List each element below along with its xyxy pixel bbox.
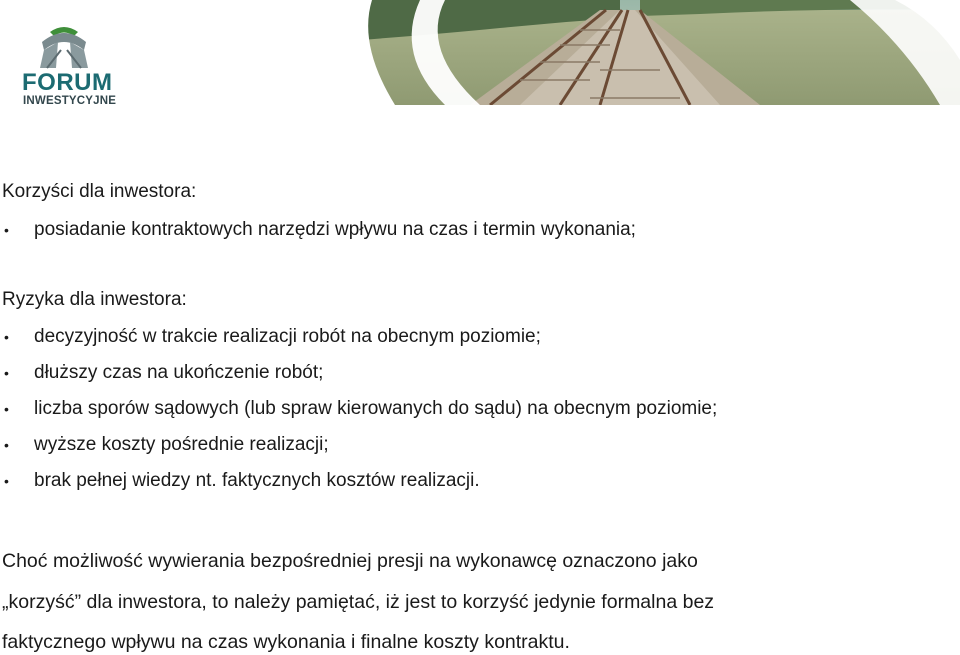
risk-item: wyższe koszty pośrednie realizacji;: [34, 434, 329, 455]
risks-heading: Ryzyka dla inwestora:: [2, 289, 187, 310]
railway-photo: [0, 0, 960, 105]
logo-subtitle: INWESTYCYJNE: [23, 95, 117, 107]
logo-wordmark: FORUM: [22, 69, 113, 96]
logo-emblem-icon: [14, 20, 114, 72]
bullet-icon: •: [4, 437, 9, 453]
bullet-icon: •: [4, 329, 9, 345]
conclusion-line: Choć możliwość wywierania bezpośredniej presji na wykonawcę oznaczono jako: [2, 550, 698, 572]
benefit-item: posiadanie kontraktowych narzędzi wpływu na czas i termin wykonania;: [34, 219, 636, 240]
risk-item: brak pełnej wiedzy nt. faktycznych kosztów realizacji.: [34, 470, 480, 491]
bullet-icon: •: [4, 401, 9, 417]
risk-item: decyzyjność w trakcie realizacji robót na obecnym poziomie;: [34, 326, 541, 347]
bullet-icon: •: [4, 473, 9, 489]
risk-item: dłuższy czas na ukończenie robót;: [34, 362, 324, 383]
conclusion-line: faktycznego wpływu na czas wykonania i finalne koszty kontraktu.: [2, 631, 570, 653]
benefits-heading: Korzyści dla inwestora:: [2, 181, 197, 202]
conclusion-line: „korzyść” dla inwestora, to należy pamiętać, iż jest to korzyść jedynie formalna bez: [2, 591, 715, 613]
bullet-icon: •: [4, 365, 9, 381]
risk-item: liczba sporów sądowych (lub spraw kierowanych do sądu) na obecnym poziomie;: [34, 398, 718, 419]
forum-inwestycyjne-logo: [14, 20, 117, 108]
header-banner: [0, 0, 960, 105]
bullet-icon: •: [4, 222, 9, 238]
